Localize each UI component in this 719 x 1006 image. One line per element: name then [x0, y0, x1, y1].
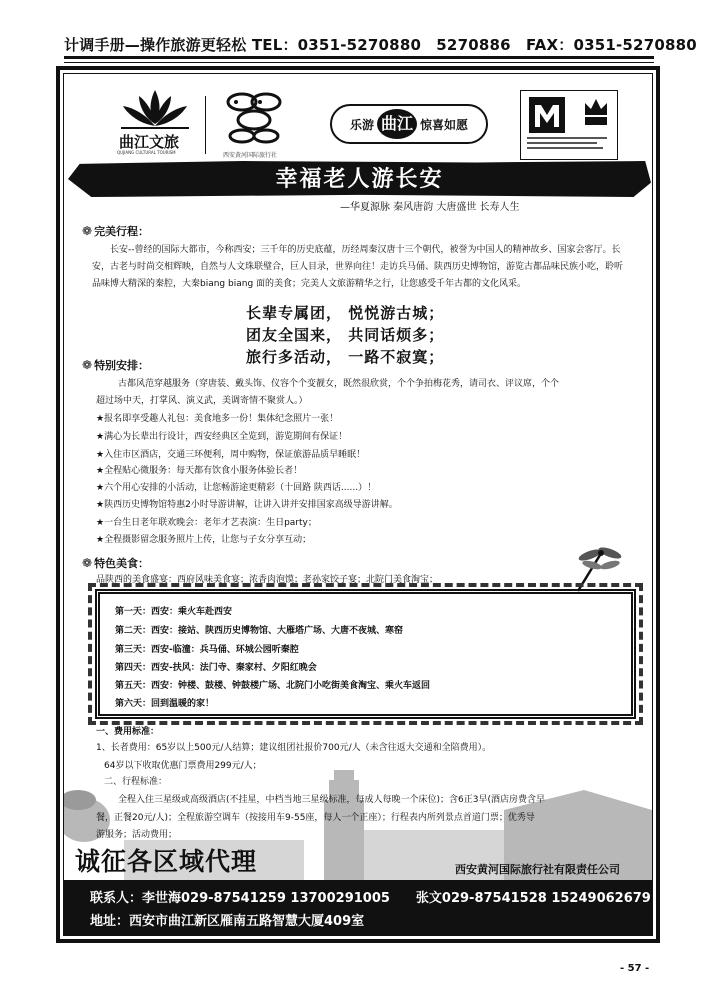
pill-right-text: 惊喜如愿 — [420, 117, 469, 132]
special-line: ★满心为长辈出行设计，西安经典区全览到，游览期间有保证！ — [96, 432, 348, 442]
section-special-title: ❁ 特别安排： — [82, 358, 150, 372]
fee-line: 1、长者费用：65岁以上500元/人结算；建议组团社报价700元/人（未含往返大交通和全陪费用）。 — [96, 743, 492, 753]
slogan-line-2: 团友全国来， 共同话烦多； — [246, 326, 445, 344]
special-line: ★报名即享受趣人礼包：美食地多一份！集体纪念照片一张！ — [96, 414, 339, 424]
section-food-title: ❁ 特色美食： — [82, 556, 150, 570]
fish-logo-icon — [220, 90, 288, 144]
food-line: 品陕西的美食盛宴：西府风味美食宴；浓香肉泡馍；老孙家饺子宴；北院门美食淘宝； — [96, 575, 439, 585]
itinerary-day: 第二天：西安：接站、陕西历史博物馆、大雁塔广场、大唐不夜城、寒窑 — [115, 626, 404, 636]
quijiang-logo-subtitle: QUJIANG CULTURAL TOURISM — [117, 150, 176, 155]
special-line: ★陕西历史博物馆特惠2小时导游讲解，让讲入讲并安排国家高级导游讲解。 — [96, 500, 398, 510]
section-itinerary-title: ❁ 完美行程： — [82, 224, 150, 238]
special-line: ★六个用心安排的小活动，让您畅游途更精彩（十回路 陕西话......）！ — [96, 483, 377, 493]
special-line: ★入住市区酒店，交通三环便利，周中购物，保证旅游品质早睡眠！ — [96, 450, 366, 460]
itinerary-day: 第六天：回到温暖的家！ — [115, 699, 215, 709]
special-line: ★一台生日老年联欢晚会：老年才艺表演：生日party； — [96, 518, 317, 528]
itinerary-day: 第一天：西安：乘火车赴西安 — [115, 607, 233, 617]
slogan-pill — [330, 104, 488, 144]
company-name: 西安黄河国际旅行社有限责任公司 — [455, 863, 620, 876]
fee-line: 游服务；活动费用； — [96, 830, 178, 840]
pill-left-text: 乐游 — [349, 117, 374, 132]
contact-address: 地址：西安市曲江新区雁南五路智慧大厦409室 — [90, 914, 365, 929]
certification-badge — [520, 90, 618, 160]
cloud-icon: ❁ — [82, 224, 93, 238]
cloud-icon: ❁ — [82, 556, 93, 570]
banner-subtitle: —华夏源脉 秦风唐韵 大唐盛世 长寿人生 — [340, 202, 520, 213]
fee-line: 餐，正餐20元/人)；全程旅游空调车（按接用车9-55座，每人一个正座）；行程表内所列景点首道门票；优秀导 — [96, 813, 535, 823]
pill-mid-text: 曲江 — [377, 109, 417, 139]
itinerary-day: 第四天：西安-扶风：法门寺、秦家村、夕阳红晚会 — [115, 663, 317, 673]
cert-m-logo-icon — [527, 95, 567, 135]
special-line: 超过场中天，打掌风、演义武，美调寄情不聚赏人。） — [96, 396, 308, 406]
cert-text-lines — [527, 137, 613, 155]
header-text: 计调手册—操作旅游更轻松 TEL：0351-5270880 5270886 FAX：0351-5270880 — [64, 36, 697, 54]
header-rule — [64, 56, 654, 59]
page-number: - 57 - — [620, 963, 650, 974]
cloud-icon: ❁ — [82, 358, 93, 372]
header-rule-thin — [64, 62, 654, 63]
fee-line: 全程入住三星级或高级酒店(不挂星，中档当地三星级标准，每成人每晚一个床位)；含6正3早(酒店房费含早 — [118, 795, 545, 805]
special-line: ★全程摄影留念服务照片上传，让您与子女分享互动； — [96, 535, 312, 545]
fish-logo-subtitle: 西安黄河国际旅行社 — [223, 152, 278, 159]
itinerary-day: 第三天：西安-临潼：兵马俑、环城公园听秦腔 — [115, 645, 299, 655]
agents-recruit-heading: 诚征各区域代理 — [75, 847, 258, 876]
banner-title: 幸福老人游长安 — [275, 166, 444, 192]
slogan-line-3: 旅行多活动， 一路不寂寞； — [246, 348, 445, 366]
special-line: ★全程贴心微服务：每天都有饮食小服务体验长者！ — [96, 466, 303, 476]
ukas-crown-icon — [581, 95, 611, 129]
fee-line: 二、行程标准： — [104, 777, 168, 787]
lotus-logo-icon — [115, 88, 195, 130]
itinerary-day: 第五天：西安：钟楼、鼓楼、钟鼓楼广场、北院门小吃街美食淘宝、乘火车返回 — [115, 681, 431, 691]
logo-divider — [205, 96, 206, 154]
quijiang-logo-name: 曲江文旅 — [119, 133, 180, 151]
fee-title: 一、费用标准： — [96, 727, 160, 737]
special-line: 古都风范穿越服务（穿唐装、戴头饰、仪容个个变靓女，既然很欣赏，个个争拍梅花秀，请司衣、评议席，个个 — [118, 379, 560, 389]
slogan-line-1: 长辈专属团， 悦悦游古城； — [246, 304, 445, 322]
contact-persons: 联系人：李世海029-87541259 13700291005 张文029-87541528 15249062679 — [90, 891, 651, 906]
intro-paragraph: 长安--曾经的国际大都市，今称西安；三千年的历史底蕴，历经周秦汉唐十三个朝代，被誉为中国人的精神故乡、国家会客厅。长安，古老与时尚交相辉映，自然与人文珠联璧合，巨人目录，世界向往！走访兵马俑、陕西历史博物馆，游览古都品味民族小吃，聆听品味博大精深的秦腔，大秦biang biang 面的美食；完美人文旅游精华之行，让您感受千年古都的文化风采。 — [92, 245, 624, 289]
fee-line: 64岁以下收取优惠门票费用299元/人； — [104, 761, 262, 771]
